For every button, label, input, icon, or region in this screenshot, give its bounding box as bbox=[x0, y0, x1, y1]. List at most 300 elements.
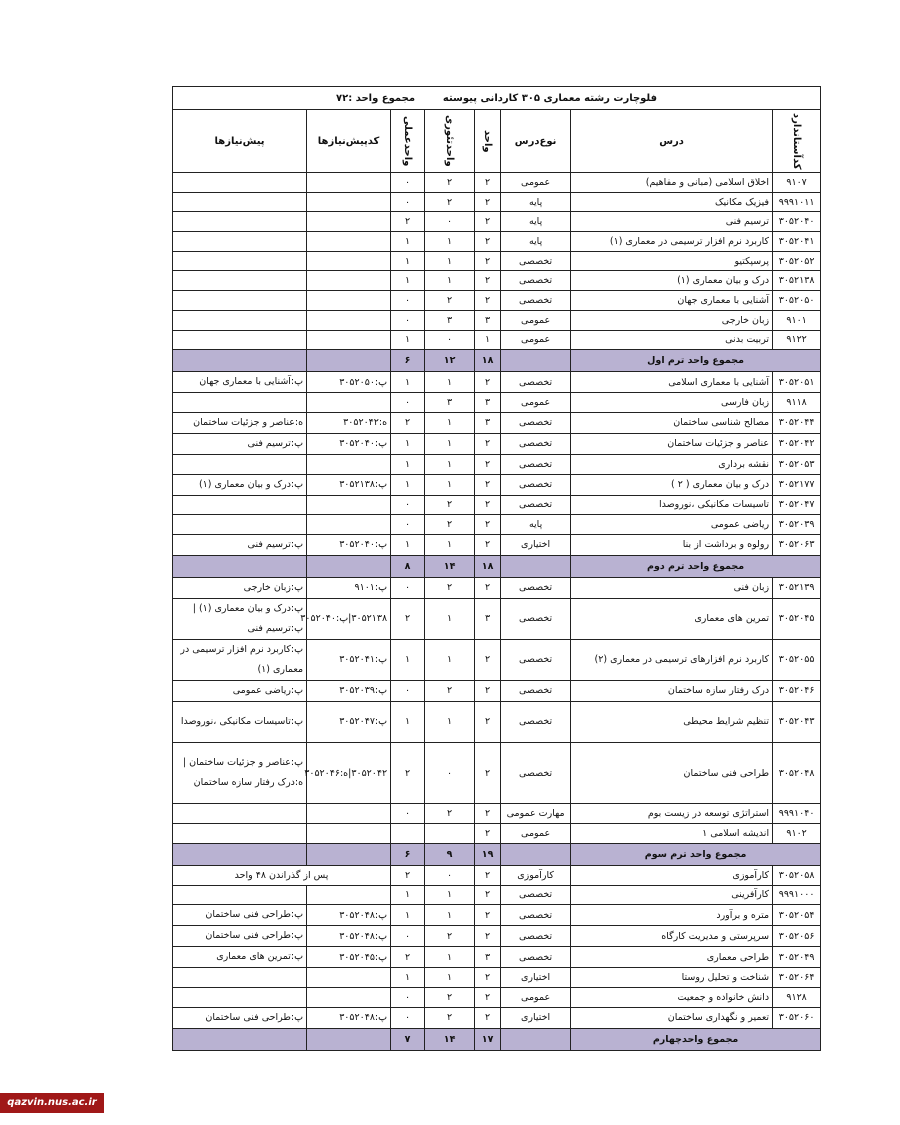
prereq-text: پ:درک و بیان معماری (۱) bbox=[173, 474, 307, 495]
course-row bbox=[173, 212, 821, 232]
prereq-text: پ:تمرین های معماری bbox=[173, 947, 307, 968]
prereq-text bbox=[173, 824, 307, 844]
course-code: ۹۱۰۷ bbox=[773, 173, 821, 193]
course-theory: ۱ bbox=[425, 968, 475, 988]
course-practical: ۰ bbox=[391, 926, 425, 947]
course-units: ۲ bbox=[475, 515, 501, 535]
course-row bbox=[173, 639, 821, 680]
summary-label: مجموع واحد ترم سوم bbox=[571, 843, 821, 865]
prereq-code bbox=[307, 251, 391, 271]
prereq-code bbox=[307, 454, 391, 474]
course-code: ۳۰۵۲۰۵۲ bbox=[773, 251, 821, 271]
course-row bbox=[173, 598, 821, 639]
prereq-code: ۳۰۵۲۱۳۸|پ:۳۰۵۲۰۴۰ bbox=[307, 598, 391, 639]
course-name: تربیت بدنی bbox=[571, 330, 773, 350]
course-practical: ۲ bbox=[391, 947, 425, 968]
course-name: دانش خانواده و جمعیت bbox=[571, 987, 773, 1007]
course-table bbox=[172, 86, 821, 1051]
summary-practical: ۷ bbox=[391, 1028, 425, 1050]
course-row bbox=[173, 905, 821, 926]
course-practical: ۱ bbox=[391, 330, 425, 350]
prereq-text bbox=[173, 330, 307, 350]
course-practical: ۱ bbox=[391, 639, 425, 680]
course-units: ۲ bbox=[475, 454, 501, 474]
course-type: پایه bbox=[501, 515, 571, 535]
course-theory: ۲ bbox=[425, 291, 475, 311]
prereq-text bbox=[173, 251, 307, 271]
course-practical: ۰ bbox=[391, 310, 425, 330]
course-practical: ۱ bbox=[391, 701, 425, 742]
course-name: مصالح شناسی ساختمان bbox=[571, 412, 773, 433]
prereq-text bbox=[173, 291, 307, 311]
course-code: ۳۰۵۲۰۵۱ bbox=[773, 372, 821, 393]
course-row bbox=[173, 824, 821, 844]
course-row bbox=[173, 173, 821, 193]
course-theory: ۱ bbox=[425, 598, 475, 639]
course-type: تخصصی bbox=[501, 291, 571, 311]
course-code: ۳۰۵۲۰۵۵ bbox=[773, 639, 821, 680]
header-units: واحد bbox=[475, 110, 501, 173]
course-units: ۲ bbox=[475, 905, 501, 926]
prereq-text bbox=[173, 232, 307, 252]
summary-label: مجموع واحد ترم اول bbox=[571, 350, 821, 372]
prereq-code: پ:۳۰۵۲۰۴۷ bbox=[307, 701, 391, 742]
summary-units: ۱۸ bbox=[475, 555, 501, 577]
prereq-code: پ:۳۰۵۲۰۴۰ bbox=[307, 534, 391, 555]
course-type: تخصصی bbox=[501, 742, 571, 804]
title-row bbox=[173, 87, 821, 110]
course-code: ۹۹۹۱۰۱۱ bbox=[773, 192, 821, 212]
course-code: ۳۰۵۲۰۳۹ bbox=[773, 515, 821, 535]
course-row bbox=[173, 474, 821, 495]
summary-label: مجموع واحد ترم دوم bbox=[571, 555, 821, 577]
prereq-text: پ:کاربرد نرم افزار ترسیمی در معماری (۱) bbox=[173, 639, 307, 680]
prereq-code: ه:۳۰۵۲۰۴۲ bbox=[307, 412, 391, 433]
course-type: تخصصی bbox=[501, 495, 571, 515]
summary-empty bbox=[501, 1028, 571, 1050]
prereq-text: پ:آشنایی با معماری جهان bbox=[173, 372, 307, 393]
course-name: ریاضی عمومی bbox=[571, 515, 773, 535]
course-units: ۲ bbox=[475, 742, 501, 804]
course-practical: ۰ bbox=[391, 173, 425, 193]
course-row bbox=[173, 192, 821, 212]
prereq-code bbox=[307, 393, 391, 413]
prereq-code: پ:۳۰۵۲۰۴۱ bbox=[307, 639, 391, 680]
course-practical: ۱ bbox=[391, 454, 425, 474]
semester-summary-row bbox=[173, 555, 821, 577]
course-name: تعمیر و نگهداری ساختمان bbox=[571, 1007, 773, 1028]
prereq-note: پس از گذراندن ۴۸ واحد bbox=[173, 865, 391, 885]
course-theory: ۱ bbox=[425, 232, 475, 252]
course-type: تخصصی bbox=[501, 433, 571, 454]
course-name: کارآموزی bbox=[571, 865, 773, 885]
prereq-code bbox=[307, 232, 391, 252]
course-name: فیزیک مکانیک bbox=[571, 192, 773, 212]
course-practical: ۰ bbox=[391, 804, 425, 824]
summary-practical: ۸ bbox=[391, 555, 425, 577]
course-theory: ۱ bbox=[425, 534, 475, 555]
prereq-text bbox=[173, 515, 307, 535]
course-type: اختیاری bbox=[501, 534, 571, 555]
course-code: ۳۰۵۲۰۴۸ bbox=[773, 742, 821, 804]
course-code: ۳۰۵۲۰۵۰ bbox=[773, 291, 821, 311]
course-row bbox=[173, 271, 821, 291]
prereq-text bbox=[173, 454, 307, 474]
course-name: پرسپکتیو bbox=[571, 251, 773, 271]
prereq-text: پ:درک و بیان معماری (۱) | پ:ترسیم فنی bbox=[173, 598, 307, 639]
course-code: ۳۰۵۲۰۴۲ bbox=[773, 433, 821, 454]
header-practical: واحدعملی bbox=[391, 110, 425, 173]
course-code: ۹۱۲۸ bbox=[773, 987, 821, 1007]
summary-label: مجموع واحدچهارم bbox=[571, 1028, 821, 1050]
course-name: تاسیسات مکانیکی ،نوروصدا bbox=[571, 495, 773, 515]
course-units: ۲ bbox=[475, 804, 501, 824]
prereq-code bbox=[307, 885, 391, 905]
summary-empty bbox=[307, 1028, 391, 1050]
summary-units: ۱۷ bbox=[475, 1028, 501, 1050]
course-type: تخصصی bbox=[501, 454, 571, 474]
prereq-code bbox=[307, 192, 391, 212]
summary-theory: ۱۴ bbox=[425, 1028, 475, 1050]
course-row bbox=[173, 310, 821, 330]
course-units: ۲ bbox=[475, 495, 501, 515]
course-units: ۳ bbox=[475, 598, 501, 639]
course-row bbox=[173, 515, 821, 535]
prereq-code bbox=[307, 987, 391, 1007]
semester-summary-row bbox=[173, 843, 821, 865]
course-theory: ۰ bbox=[425, 742, 475, 804]
course-name: زبان فنی bbox=[571, 577, 773, 598]
course-row bbox=[173, 291, 821, 311]
site-badge[interactable]: qazvin.nus.ac.ir bbox=[0, 1093, 104, 1113]
summary-empty bbox=[307, 843, 391, 865]
course-practical: ۲ bbox=[391, 598, 425, 639]
course-practical: ۰ bbox=[391, 515, 425, 535]
course-type: تخصصی bbox=[501, 926, 571, 947]
course-code: ۹۱۰۲ bbox=[773, 824, 821, 844]
course-units: ۲ bbox=[475, 433, 501, 454]
prereq-text bbox=[173, 393, 307, 413]
course-theory: ۲ bbox=[425, 577, 475, 598]
course-theory: ۱ bbox=[425, 454, 475, 474]
course-row bbox=[173, 372, 821, 393]
course-type: اختیاری bbox=[501, 1007, 571, 1028]
course-units: ۲ bbox=[475, 271, 501, 291]
course-units: ۲ bbox=[475, 987, 501, 1007]
course-type: تخصصی bbox=[501, 701, 571, 742]
course-theory: ۱ bbox=[425, 372, 475, 393]
prereq-text bbox=[173, 173, 307, 193]
course-type: پایه bbox=[501, 192, 571, 212]
summary-empty bbox=[173, 1028, 307, 1050]
course-practical: ۱ bbox=[391, 433, 425, 454]
course-theory: ۱ bbox=[425, 474, 475, 495]
course-units: ۲ bbox=[475, 968, 501, 988]
course-units: ۳ bbox=[475, 412, 501, 433]
course-name: درک رفتار سازه ساختمان bbox=[571, 680, 773, 701]
course-code: ۳۰۵۲۱۳۹ bbox=[773, 577, 821, 598]
course-row bbox=[173, 412, 821, 433]
course-theory: ۰ bbox=[425, 330, 475, 350]
course-row bbox=[173, 701, 821, 742]
course-practical: ۱ bbox=[391, 271, 425, 291]
course-code: ۹۹۹۱۰۴۰ bbox=[773, 804, 821, 824]
prereq-text bbox=[173, 968, 307, 988]
prereq-text: پ:تاسیسات مکانیکی ،نوروصدا bbox=[173, 701, 307, 742]
course-practical: ۲ bbox=[391, 865, 425, 885]
summary-empty bbox=[307, 555, 391, 577]
course-type: عمومی bbox=[501, 173, 571, 193]
course-row bbox=[173, 865, 821, 885]
course-units: ۲ bbox=[475, 865, 501, 885]
header-row bbox=[173, 110, 821, 173]
prereq-text: پ:عناصر و جزئیات ساختمان | ه:درک رفتار سازه ساختمان bbox=[173, 742, 307, 804]
course-theory: ۱ bbox=[425, 639, 475, 680]
semester-summary-row bbox=[173, 350, 821, 372]
course-theory bbox=[425, 824, 475, 844]
course-practical: ۰ bbox=[391, 393, 425, 413]
course-code: ۹۱۱۸ bbox=[773, 393, 821, 413]
course-type: پایه bbox=[501, 212, 571, 232]
course-units: ۲ bbox=[475, 474, 501, 495]
course-code: ۳۰۵۲۰۶۴ bbox=[773, 968, 821, 988]
summary-theory: ۱۲ bbox=[425, 350, 475, 372]
course-practical: ۱ bbox=[391, 474, 425, 495]
course-code: ۳۰۵۲۰۴۱ bbox=[773, 232, 821, 252]
course-code: ۳۰۵۲۰۶۳ bbox=[773, 534, 821, 555]
prereq-code bbox=[307, 330, 391, 350]
course-units: ۲ bbox=[475, 291, 501, 311]
course-units: ۲ bbox=[475, 1007, 501, 1028]
prereq-code bbox=[307, 173, 391, 193]
course-units: ۲ bbox=[475, 192, 501, 212]
course-name: آشنایی با معماری اسلامی bbox=[571, 372, 773, 393]
summary-empty bbox=[173, 555, 307, 577]
course-code: ۳۰۵۲۰۶۰ bbox=[773, 1007, 821, 1028]
summary-practical: ۶ bbox=[391, 350, 425, 372]
course-practical: ۱ bbox=[391, 885, 425, 905]
course-name: سرپرستی و مدیریت کارگاه bbox=[571, 926, 773, 947]
prereq-code: پ:۳۰۵۲۰۴۵ bbox=[307, 947, 391, 968]
course-units: ۲ bbox=[475, 577, 501, 598]
summary-theory: ۱۴ bbox=[425, 555, 475, 577]
course-type: تخصصی bbox=[501, 885, 571, 905]
course-row bbox=[173, 742, 821, 804]
course-units: ۲ bbox=[475, 534, 501, 555]
course-type: کارآموزی bbox=[501, 865, 571, 885]
course-theory: ۱ bbox=[425, 271, 475, 291]
course-units: ۲ bbox=[475, 232, 501, 252]
course-code: ۹۱۲۲ bbox=[773, 330, 821, 350]
course-type: عمومی bbox=[501, 987, 571, 1007]
course-code: ۹۹۹۱۰۰۰ bbox=[773, 885, 821, 905]
header-prereq-code: کدپیش‌نیازها bbox=[307, 110, 391, 173]
prereq-code: پ:۳۰۵۲۰۳۹ bbox=[307, 680, 391, 701]
course-theory: ۲ bbox=[425, 987, 475, 1007]
course-name: درک و بیان معماری ( ۲ ) bbox=[571, 474, 773, 495]
course-units: ۱ bbox=[475, 330, 501, 350]
course-theory: ۱ bbox=[425, 251, 475, 271]
course-name: شناخت و تحلیل روستا bbox=[571, 968, 773, 988]
course-theory: ۲ bbox=[425, 515, 475, 535]
course-practical: ۰ bbox=[391, 192, 425, 212]
course-code: ۳۰۵۲۰۴۳ bbox=[773, 701, 821, 742]
course-theory: ۲ bbox=[425, 192, 475, 212]
course-code: ۳۰۵۲۰۵۳ bbox=[773, 454, 821, 474]
course-code: ۳۰۵۲۱۳۸ bbox=[773, 271, 821, 291]
prereq-text: پ:طراحی فنی ساختمان bbox=[173, 1007, 307, 1028]
course-row bbox=[173, 968, 821, 988]
course-practical: ۱ bbox=[391, 232, 425, 252]
course-row bbox=[173, 495, 821, 515]
course-practical bbox=[391, 824, 425, 844]
course-row bbox=[173, 433, 821, 454]
course-theory: ۱ bbox=[425, 905, 475, 926]
course-units: ۲ bbox=[475, 885, 501, 905]
course-units: ۲ bbox=[475, 372, 501, 393]
course-name: تنظیم شرایط محیطی bbox=[571, 701, 773, 742]
course-name: تمرین های معماری bbox=[571, 598, 773, 639]
prereq-text bbox=[173, 192, 307, 212]
course-theory: ۲ bbox=[425, 926, 475, 947]
course-type: تخصصی bbox=[501, 680, 571, 701]
prereq-text bbox=[173, 987, 307, 1007]
course-name: درک و بیان معماری (۱) bbox=[571, 271, 773, 291]
prereq-text bbox=[173, 495, 307, 515]
prereq-code: پ:۹۱۰۱ bbox=[307, 577, 391, 598]
course-units: ۲ bbox=[475, 701, 501, 742]
course-name: طراحی فنی ساختمان bbox=[571, 742, 773, 804]
course-name: زبان خارجی bbox=[571, 310, 773, 330]
course-theory: ۰ bbox=[425, 865, 475, 885]
course-practical: ۰ bbox=[391, 495, 425, 515]
course-name: ترسیم فنی bbox=[571, 212, 773, 232]
course-name: کارآفرینی bbox=[571, 885, 773, 905]
course-row bbox=[173, 804, 821, 824]
course-type: عمومی bbox=[501, 310, 571, 330]
course-units: ۲ bbox=[475, 212, 501, 232]
summary-empty bbox=[501, 555, 571, 577]
course-theory: ۰ bbox=[425, 212, 475, 232]
course-units: ۲ bbox=[475, 639, 501, 680]
prereq-code: پ:۳۰۵۲۰۴۸ bbox=[307, 1007, 391, 1028]
course-units: ۲ bbox=[475, 824, 501, 844]
summary-practical: ۶ bbox=[391, 843, 425, 865]
course-code: ۹۱۰۱ bbox=[773, 310, 821, 330]
prereq-text bbox=[173, 804, 307, 824]
summary-empty bbox=[173, 350, 307, 372]
summary-empty bbox=[307, 350, 391, 372]
course-practical: ۰ bbox=[391, 291, 425, 311]
prereq-code bbox=[307, 968, 391, 988]
prereq-text bbox=[173, 271, 307, 291]
course-theory: ۱ bbox=[425, 701, 475, 742]
prereq-code bbox=[307, 824, 391, 844]
prereq-code: پ:۳۰۵۲۰۴۸ bbox=[307, 905, 391, 926]
course-units: ۲ bbox=[475, 926, 501, 947]
prereq-code bbox=[307, 310, 391, 330]
prereq-text: پ:زبان خارجی bbox=[173, 577, 307, 598]
course-type: تخصصی bbox=[501, 412, 571, 433]
course-type: تخصصی bbox=[501, 905, 571, 926]
course-type: تخصصی bbox=[501, 474, 571, 495]
course-name: متره و برآورد bbox=[571, 905, 773, 926]
prereq-text: ه:عناصر و جزئیات ساختمان bbox=[173, 412, 307, 433]
prereq-code bbox=[307, 291, 391, 311]
prereq-text: پ:ترسیم فنی bbox=[173, 433, 307, 454]
course-code: ۳۰۵۲۰۵۸ bbox=[773, 865, 821, 885]
course-theory: ۲ bbox=[425, 804, 475, 824]
course-practical: ۲ bbox=[391, 742, 425, 804]
course-theory: ۱ bbox=[425, 412, 475, 433]
course-practical: ۱ bbox=[391, 905, 425, 926]
course-name: زبان فارسی bbox=[571, 393, 773, 413]
course-practical: ۱ bbox=[391, 968, 425, 988]
course-name: کاربرد نرم افزارهای ترسیمی در معماری (۲) bbox=[571, 639, 773, 680]
summary-units: ۱۸ bbox=[475, 350, 501, 372]
course-row bbox=[173, 330, 821, 350]
prereq-code: پ:۳۰۵۲۱۳۸ bbox=[307, 474, 391, 495]
course-units: ۲ bbox=[475, 173, 501, 193]
course-practical: ۰ bbox=[391, 987, 425, 1007]
course-practical: ۱ bbox=[391, 534, 425, 555]
course-type: تخصصی bbox=[501, 271, 571, 291]
prereq-text: پ:ترسیم فنی bbox=[173, 534, 307, 555]
course-practical: ۰ bbox=[391, 1007, 425, 1028]
course-name: اندیشه اسلامی ۱ bbox=[571, 824, 773, 844]
course-name: استراتژی توسعه در زیست بوم bbox=[571, 804, 773, 824]
program-title: فلوچارت رشته معماری ۳۰۵ کاردانی پیوسته bbox=[442, 92, 658, 104]
course-theory: ۲ bbox=[425, 1007, 475, 1028]
course-row bbox=[173, 393, 821, 413]
course-code: ۳۰۵۲۰۴۵ bbox=[773, 598, 821, 639]
prereq-text bbox=[173, 310, 307, 330]
course-type: مهارت عمومی bbox=[501, 804, 571, 824]
summary-units: ۱۹ bbox=[475, 843, 501, 865]
prereq-code: پ:۳۰۵۲۰۴۸ bbox=[307, 926, 391, 947]
course-code: ۳۰۵۲۰۴۶ bbox=[773, 680, 821, 701]
course-type: عمومی bbox=[501, 330, 571, 350]
header-code: کدآستاندارد bbox=[773, 110, 821, 173]
course-practical: ۰ bbox=[391, 680, 425, 701]
course-row bbox=[173, 885, 821, 905]
prereq-text: پ:طراحی فنی ساختمان bbox=[173, 926, 307, 947]
prereq-text: پ:طراحی فنی ساختمان bbox=[173, 905, 307, 926]
summary-theory: ۹ bbox=[425, 843, 475, 865]
course-practical: ۲ bbox=[391, 212, 425, 232]
course-practical: ۱ bbox=[391, 372, 425, 393]
prereq-code: ۳۰۵۲۰۴۲|ه:۳۰۵۲۰۴۶ bbox=[307, 742, 391, 804]
course-row bbox=[173, 987, 821, 1007]
course-type: عمومی bbox=[501, 824, 571, 844]
course-type: تخصصی bbox=[501, 251, 571, 271]
course-name: اخلاق اسلامی (مبانی و مفاهیم) bbox=[571, 173, 773, 193]
prereq-code bbox=[307, 271, 391, 291]
title-cell bbox=[173, 87, 821, 110]
course-units: ۲ bbox=[475, 680, 501, 701]
course-units: ۳ bbox=[475, 310, 501, 330]
course-theory: ۲ bbox=[425, 173, 475, 193]
course-theory: ۱ bbox=[425, 947, 475, 968]
course-code: ۳۰۵۲۰۵۴ bbox=[773, 905, 821, 926]
prereq-code bbox=[307, 212, 391, 232]
course-name: عناصر و جزئیات ساختمان bbox=[571, 433, 773, 454]
prereq-code: پ:۳۰۵۲۰۴۰ bbox=[307, 433, 391, 454]
flowchart-sheet bbox=[172, 86, 820, 1051]
course-theory: ۳ bbox=[425, 393, 475, 413]
course-theory: ۲ bbox=[425, 495, 475, 515]
course-type: اختیاری bbox=[501, 968, 571, 988]
